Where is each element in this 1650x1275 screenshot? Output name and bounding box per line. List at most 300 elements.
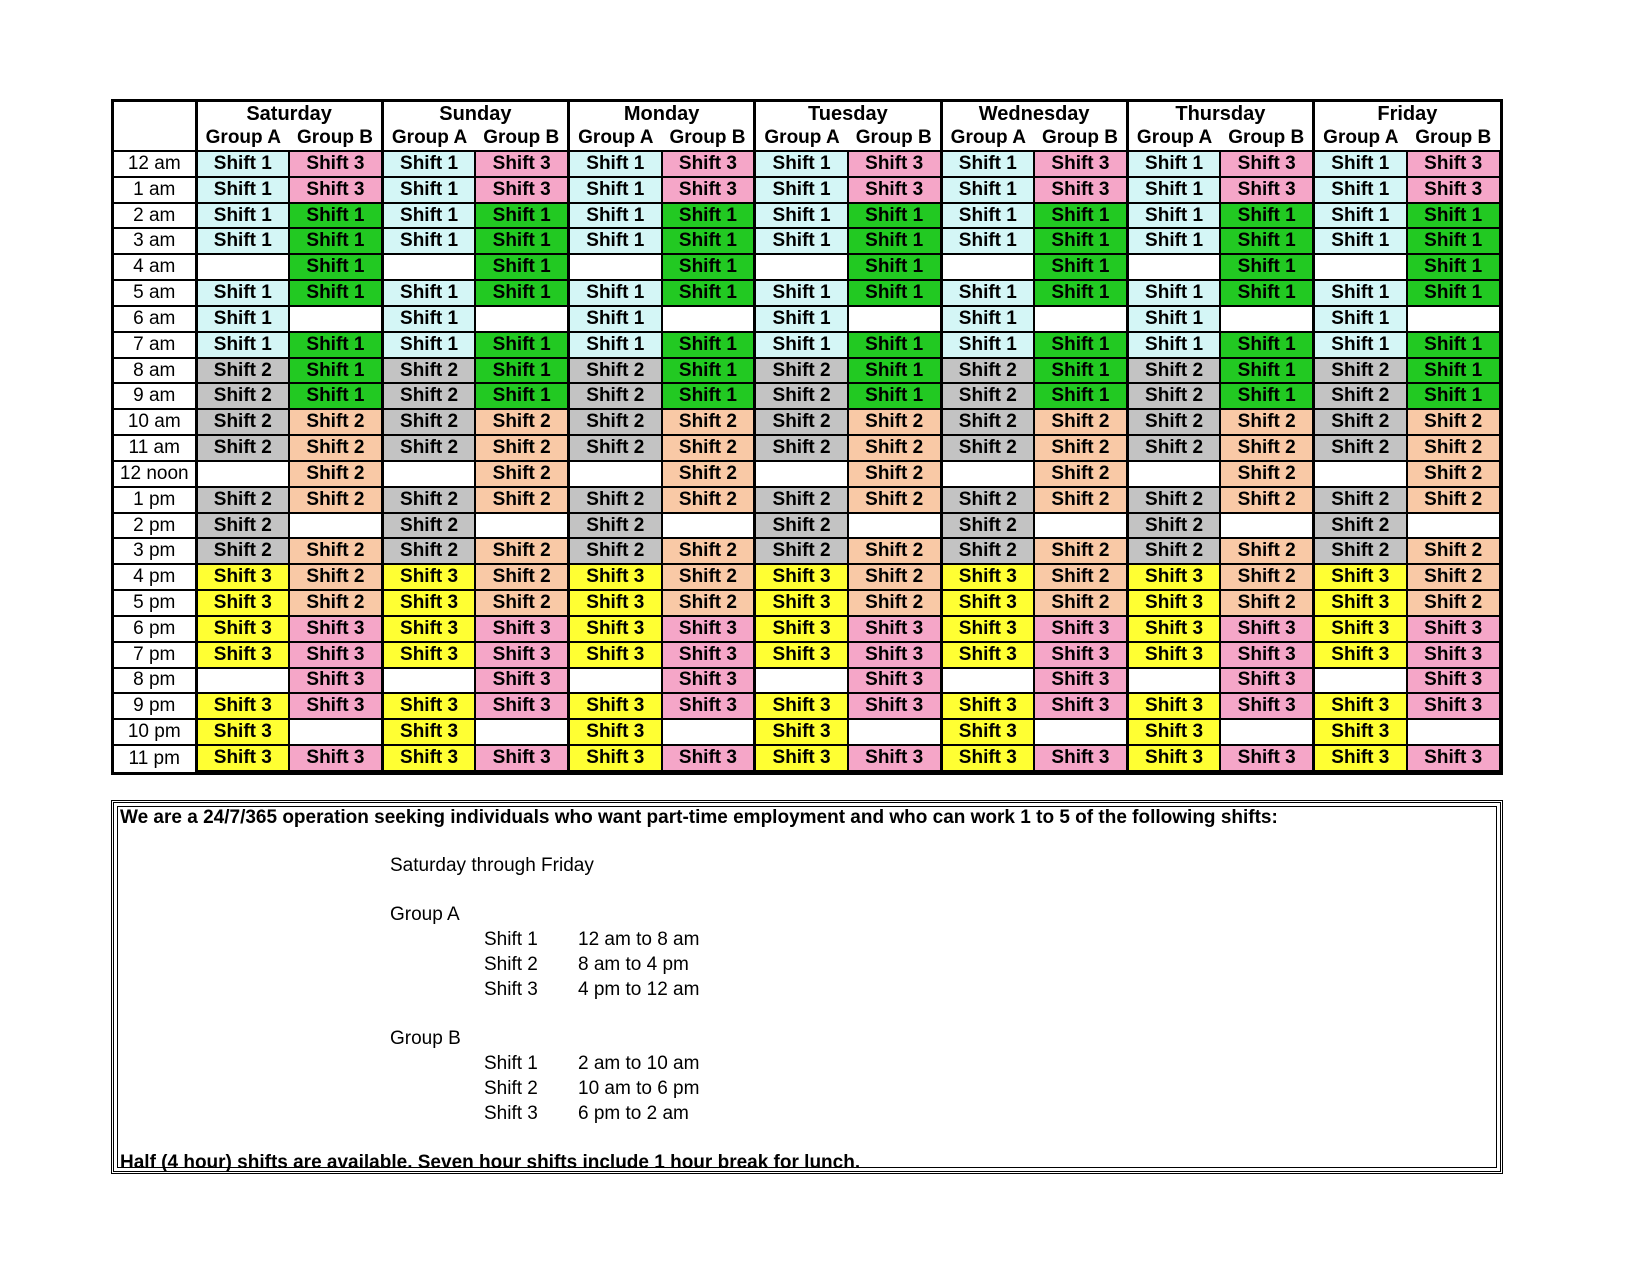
shift-cell: Shift 3 — [941, 616, 1034, 642]
shift-cell: Shift 3 — [755, 693, 848, 719]
shift-cell: Shift 3 — [941, 642, 1034, 668]
info-footer: Half (4 hour) shifts are available. Seven hour shifts include 1 hour break for lunch. — [120, 1152, 861, 1173]
shift-cell: Shift 3 — [289, 177, 382, 203]
shift-cell: Shift 2 — [196, 487, 289, 513]
shift-cell: Shift 1 — [1220, 358, 1313, 384]
group-header: Group B — [483, 127, 560, 148]
shift-cell: Shift 3 — [1407, 177, 1500, 203]
schedule-row — [114, 151, 1500, 177]
shift-cell: Shift 3 — [1127, 590, 1220, 616]
shift-cell: Shift 3 — [848, 693, 941, 719]
shift-cell: Shift 2 — [382, 435, 475, 461]
shift-cell: Shift 2 — [941, 538, 1034, 564]
shift-cell: Shift 2 — [1220, 487, 1313, 513]
time-label: 3 am — [114, 228, 196, 254]
shift-name: Shift 2 — [484, 1078, 538, 1099]
shift-cell: Shift 2 — [196, 538, 289, 564]
schedule-row — [114, 332, 1500, 358]
shift-cell: Shift 2 — [662, 590, 755, 616]
shift-cell: Shift 2 — [289, 435, 382, 461]
shift-cell: Shift 3 — [1127, 719, 1220, 745]
shift-cell: Shift 2 — [382, 513, 475, 539]
shift-cell: Shift 3 — [1220, 668, 1313, 694]
shift-cell: Shift 1 — [382, 306, 475, 332]
shift-cell: Shift 3 — [196, 693, 289, 719]
shift-cell: Shift 3 — [1034, 151, 1127, 177]
shift-cell: Shift 2 — [1314, 409, 1407, 435]
shift-cell: Shift 1 — [848, 280, 941, 306]
shift-cell — [755, 254, 848, 280]
shift-cell: Shift 3 — [848, 642, 941, 668]
shift-cell: Shift 2 — [662, 435, 755, 461]
shift-cell: Shift 2 — [1127, 513, 1220, 539]
shift-cell: Shift 2 — [475, 461, 568, 487]
shift-cell: Shift 3 — [382, 642, 475, 668]
shift-cell: Shift 3 — [1314, 745, 1407, 771]
shift-cell: Shift 1 — [289, 254, 382, 280]
group-b-label: Group B — [390, 1028, 461, 1049]
shift-cell: Shift 3 — [289, 616, 382, 642]
shift-cell: Shift 1 — [1034, 332, 1127, 358]
shift-cell: Shift 2 — [569, 435, 662, 461]
shift-cell: Shift 2 — [1220, 538, 1313, 564]
shift-cell: Shift 3 — [1034, 616, 1127, 642]
shift-cell: Shift 3 — [1220, 616, 1313, 642]
shift-hours: 6 pm to 2 am — [578, 1103, 689, 1124]
shift-cell: Shift 1 — [941, 151, 1034, 177]
shift-cell: Shift 1 — [569, 306, 662, 332]
shift-cell: Shift 2 — [1314, 383, 1407, 409]
shift-cell: Shift 1 — [1220, 254, 1313, 280]
shift-cell: Shift 2 — [755, 409, 848, 435]
shift-cell: Shift 1 — [1127, 332, 1220, 358]
shift-cell: Shift 3 — [569, 693, 662, 719]
time-label: 10 am — [114, 409, 196, 435]
shift-cell: Shift 2 — [1220, 435, 1313, 461]
shift-cell: Shift 3 — [475, 693, 568, 719]
shift-cell: Shift 3 — [755, 616, 848, 642]
shift-cell: Shift 3 — [1314, 616, 1407, 642]
shift-cell: Shift 1 — [475, 203, 568, 229]
shift-cell: Shift 3 — [1314, 693, 1407, 719]
time-label: 1 pm — [114, 487, 196, 513]
shift-cell: Shift 2 — [941, 409, 1034, 435]
shift-cell: Shift 1 — [1407, 228, 1500, 254]
shift-cell: Shift 2 — [848, 538, 941, 564]
group-header: Group A — [755, 126, 848, 151]
shift-cell: Shift 2 — [941, 435, 1034, 461]
shift-cell: Shift 2 — [1127, 435, 1220, 461]
shift-cell: Shift 2 — [289, 487, 382, 513]
shift-cell: Shift 3 — [1314, 642, 1407, 668]
shift-hours: 4 pm to 12 am — [578, 979, 700, 1000]
shift-cell: Shift 1 — [848, 332, 941, 358]
shift-hours: 10 am to 6 pm — [578, 1078, 700, 1099]
time-label: 11 am — [114, 435, 196, 461]
shift-cell: Shift 1 — [382, 280, 475, 306]
shift-cell: Shift 2 — [755, 383, 848, 409]
shift-cell: Shift 2 — [475, 538, 568, 564]
shift-cell: Shift 2 — [1220, 461, 1313, 487]
shift-cell: Shift 3 — [1127, 564, 1220, 590]
shift-cell — [569, 668, 662, 694]
time-label: 9 am — [114, 383, 196, 409]
group-b-shift-row — [390, 1076, 699, 1101]
shift-cell — [475, 513, 568, 539]
shift-cell — [289, 719, 382, 745]
shift-cell: Shift 2 — [1407, 487, 1500, 513]
shift-cell: Shift 1 — [289, 383, 382, 409]
shift-cell: Shift 2 — [1034, 538, 1127, 564]
shift-cell: Shift 2 — [289, 590, 382, 616]
shift-cell — [1314, 461, 1407, 487]
shift-cell: Shift 2 — [1127, 487, 1220, 513]
shift-cell: Shift 3 — [196, 642, 289, 668]
shift-cell — [662, 719, 755, 745]
shift-cell: Shift 1 — [1407, 254, 1500, 280]
shift-cell: Shift 1 — [755, 228, 848, 254]
shift-cell: Shift 1 — [1314, 228, 1407, 254]
shift-cell: Shift 3 — [289, 151, 382, 177]
shift-cell: Shift 3 — [475, 616, 568, 642]
shift-cell: Shift 1 — [941, 203, 1034, 229]
shift-cell: Shift 3 — [1034, 642, 1127, 668]
time-label: 6 pm — [114, 616, 196, 642]
corner-cell — [114, 102, 196, 126]
shift-cell: Shift 3 — [475, 745, 568, 771]
shift-cell: Shift 1 — [848, 228, 941, 254]
shift-cell — [1034, 513, 1127, 539]
shift-cell: Shift 3 — [1407, 693, 1500, 719]
shift-cell: Shift 1 — [1407, 203, 1500, 229]
shift-cell: Shift 3 — [1314, 719, 1407, 745]
shift-cell: Shift 2 — [755, 487, 848, 513]
shift-cell: Shift 1 — [1034, 358, 1127, 384]
schedule-row — [114, 693, 1500, 719]
shift-cell — [1407, 306, 1500, 332]
shift-cell: Shift 1 — [755, 203, 848, 229]
shift-hours: 12 am to 8 am — [578, 929, 700, 950]
shift-cell: Shift 3 — [1127, 745, 1220, 771]
shift-cell: Shift 1 — [196, 306, 289, 332]
group-header: Group B — [1415, 127, 1492, 148]
schedule-row — [114, 203, 1500, 229]
shift-cell — [848, 719, 941, 745]
shift-hours: 8 am to 4 pm — [578, 954, 689, 975]
shift-cell — [382, 254, 475, 280]
shift-cell: Shift 1 — [662, 228, 755, 254]
shift-cell: Shift 2 — [289, 564, 382, 590]
shift-cell: Shift 1 — [941, 306, 1034, 332]
schedule-row — [114, 383, 1500, 409]
shift-cell: Shift 3 — [196, 590, 289, 616]
days-range: Saturday through Friday — [390, 855, 594, 876]
shift-cell: Shift 2 — [382, 538, 475, 564]
shift-cell: Shift 3 — [196, 719, 289, 745]
shift-cell: Shift 3 — [382, 590, 475, 616]
shift-cell: Shift 3 — [662, 151, 755, 177]
shift-cell: Shift 1 — [1314, 177, 1407, 203]
group-header: Group B — [1041, 127, 1118, 148]
shift-cell: Shift 1 — [1127, 151, 1220, 177]
shift-cell: Shift 1 — [475, 228, 568, 254]
shift-cell: Shift 3 — [382, 616, 475, 642]
shift-cell: Shift 2 — [662, 461, 755, 487]
shift-cell: Shift 2 — [196, 358, 289, 384]
day-header: Tuesday — [755, 102, 941, 126]
schedule-row — [114, 642, 1500, 668]
shift-cell: Shift 3 — [289, 745, 382, 771]
shift-cell: Shift 2 — [1314, 358, 1407, 384]
shift-cell: Shift 2 — [1127, 409, 1220, 435]
shift-cell: Shift 1 — [475, 332, 568, 358]
shift-cell: Shift 2 — [755, 513, 848, 539]
group-header-row — [114, 126, 1500, 151]
day-header: Sunday — [382, 102, 568, 126]
shift-name: Shift 1 — [484, 1053, 538, 1074]
shift-cell — [196, 668, 289, 694]
day-header: Wednesday — [941, 102, 1127, 126]
group-a-shift-row — [390, 952, 699, 977]
shift-cell: Shift 3 — [1314, 590, 1407, 616]
shift-cell — [289, 513, 382, 539]
shift-cell: Shift 1 — [289, 332, 382, 358]
shift-cell: Shift 3 — [1407, 642, 1500, 668]
shift-cell: Shift 3 — [755, 719, 848, 745]
shift-cell: Shift 1 — [1314, 306, 1407, 332]
shift-name: Shift 3 — [484, 1103, 538, 1124]
shift-cell: Shift 1 — [1220, 332, 1313, 358]
shift-cell: Shift 1 — [662, 280, 755, 306]
shift-cell: Shift 2 — [755, 435, 848, 461]
shift-cell: Shift 1 — [196, 280, 289, 306]
shift-cell: Shift 3 — [1407, 668, 1500, 694]
shift-cell: Shift 3 — [1034, 668, 1127, 694]
shift-cell: Shift 2 — [662, 487, 755, 513]
shift-cell: Shift 3 — [1220, 693, 1313, 719]
shift-cell: Shift 2 — [1034, 564, 1127, 590]
shift-cell: Shift 1 — [941, 280, 1034, 306]
shift-cell: Shift 3 — [941, 719, 1034, 745]
shift-cell: Shift 3 — [941, 745, 1034, 771]
shift-cell — [1220, 719, 1313, 745]
shift-cell: Shift 2 — [196, 513, 289, 539]
shift-cell: Shift 1 — [1314, 332, 1407, 358]
shift-schedule — [111, 99, 1503, 775]
shift-cell — [662, 513, 755, 539]
shift-cell: Shift 3 — [569, 616, 662, 642]
shift-cell: Shift 3 — [569, 745, 662, 771]
shift-cell: Shift 1 — [475, 358, 568, 384]
schedule-row — [114, 306, 1500, 332]
shift-cell: Shift 2 — [382, 383, 475, 409]
shift-cell: Shift 1 — [1034, 280, 1127, 306]
schedule-row — [114, 177, 1500, 203]
shift-cell — [382, 461, 475, 487]
group-header: Group A — [196, 126, 289, 151]
shift-cell: Shift 1 — [196, 177, 289, 203]
shift-cell: Shift 3 — [1220, 151, 1313, 177]
shift-cell: Shift 1 — [1220, 280, 1313, 306]
shift-cell: Shift 1 — [1220, 228, 1313, 254]
shift-cell: Shift 1 — [1220, 383, 1313, 409]
shift-cell: Shift 3 — [569, 590, 662, 616]
schedule-row — [114, 616, 1500, 642]
shift-cell: Shift 3 — [755, 564, 848, 590]
shift-cell — [1407, 719, 1500, 745]
shift-cell — [1314, 668, 1407, 694]
group-header: Group B — [855, 127, 932, 148]
shift-cell: Shift 2 — [569, 513, 662, 539]
shift-cell — [289, 306, 382, 332]
shift-cell: Shift 1 — [1407, 332, 1500, 358]
time-label: 10 pm — [114, 719, 196, 745]
shift-cell: Shift 1 — [1034, 203, 1127, 229]
shift-cell: Shift 3 — [941, 693, 1034, 719]
shift-cell: Shift 2 — [1127, 538, 1220, 564]
shift-cell: Shift 1 — [662, 254, 755, 280]
shift-cell: Shift 3 — [1127, 642, 1220, 668]
schedule-row — [114, 280, 1500, 306]
shift-cell: Shift 2 — [569, 409, 662, 435]
shift-cell: Shift 2 — [569, 358, 662, 384]
shift-cell: Shift 1 — [1034, 254, 1127, 280]
shift-cell: Shift 1 — [196, 203, 289, 229]
day-header: Monday — [569, 102, 755, 126]
shift-cell: Shift 3 — [1034, 745, 1127, 771]
group-b-shift-row — [390, 1101, 699, 1126]
schedule-table — [114, 102, 1501, 772]
group-b-shift-row — [390, 1051, 699, 1076]
shift-cell — [1127, 668, 1220, 694]
time-label: 9 pm — [114, 693, 196, 719]
shift-cell: Shift 1 — [382, 332, 475, 358]
shift-cell: Shift 1 — [662, 203, 755, 229]
shift-cell: Shift 3 — [848, 177, 941, 203]
shift-cell — [1034, 306, 1127, 332]
shift-cell: Shift 1 — [196, 332, 289, 358]
shift-cell: Shift 1 — [289, 228, 382, 254]
shift-cell: Shift 2 — [289, 461, 382, 487]
time-label: 12 am — [114, 151, 196, 177]
shift-cell: Shift 3 — [475, 668, 568, 694]
shift-cell: Shift 2 — [1220, 590, 1313, 616]
time-label: 6 am — [114, 306, 196, 332]
shift-cell: Shift 1 — [569, 332, 662, 358]
schedule-row — [114, 564, 1500, 590]
shift-cell: Shift 3 — [196, 745, 289, 771]
shift-name: Shift 2 — [484, 954, 538, 975]
shift-cell: Shift 1 — [1314, 280, 1407, 306]
shift-cell: Shift 3 — [1407, 616, 1500, 642]
shift-cell: Shift 3 — [289, 693, 382, 719]
time-label: 5 pm — [114, 590, 196, 616]
shift-cell: Shift 3 — [1220, 745, 1313, 771]
time-label: 1 am — [114, 177, 196, 203]
shift-cell: Shift 3 — [569, 642, 662, 668]
shift-cell: Shift 1 — [569, 203, 662, 229]
shift-cell: Shift 1 — [569, 177, 662, 203]
shift-cell — [1127, 254, 1220, 280]
shift-cell: Shift 1 — [755, 151, 848, 177]
shift-cell: Shift 3 — [196, 616, 289, 642]
shift-cell: Shift 1 — [755, 332, 848, 358]
shift-cell: Shift 3 — [382, 564, 475, 590]
shift-cell: Shift 1 — [1127, 228, 1220, 254]
shift-cell: Shift 2 — [662, 564, 755, 590]
group-header: Group A — [569, 126, 662, 151]
schedule-row — [114, 513, 1500, 539]
time-label: 8 pm — [114, 668, 196, 694]
shift-cell: Shift 3 — [382, 693, 475, 719]
shift-cell: Shift 1 — [662, 332, 755, 358]
info-box — [111, 800, 1503, 1174]
shift-cell: Shift 1 — [755, 177, 848, 203]
shift-cell — [382, 668, 475, 694]
time-label: 4 am — [114, 254, 196, 280]
shift-cell: Shift 2 — [1407, 435, 1500, 461]
group-a-shift-row — [390, 977, 699, 1002]
shift-cell: Shift 2 — [289, 409, 382, 435]
group-a-shift-row — [390, 927, 699, 952]
shift-cell: Shift 2 — [475, 564, 568, 590]
shift-cell — [569, 254, 662, 280]
shift-cell: Shift 2 — [848, 409, 941, 435]
shift-cell — [848, 306, 941, 332]
schedule-row — [114, 435, 1500, 461]
shift-cell: Shift 1 — [848, 358, 941, 384]
shift-cell: Shift 2 — [755, 358, 848, 384]
shift-cell — [1220, 513, 1313, 539]
shift-cell: Shift 2 — [848, 435, 941, 461]
shift-cell: Shift 1 — [662, 383, 755, 409]
shift-cell: Shift 1 — [848, 383, 941, 409]
shift-cell: Shift 2 — [1314, 538, 1407, 564]
shift-cell — [755, 668, 848, 694]
day-header-row — [114, 102, 1500, 126]
shift-cell: Shift 3 — [196, 564, 289, 590]
time-label: 2 pm — [114, 513, 196, 539]
shift-cell: Shift 3 — [1034, 177, 1127, 203]
shift-cell — [1407, 513, 1500, 539]
shift-cell: Shift 2 — [196, 383, 289, 409]
shift-cell: Shift 2 — [848, 590, 941, 616]
shift-cell: Shift 3 — [1127, 616, 1220, 642]
day-header: Thursday — [1127, 102, 1313, 126]
group-b-block — [390, 1026, 699, 1126]
group-header: Group A — [941, 126, 1034, 151]
shift-cell: Shift 1 — [382, 151, 475, 177]
shift-cell: Shift 2 — [662, 409, 755, 435]
shift-cell: Shift 3 — [848, 151, 941, 177]
time-label: 5 am — [114, 280, 196, 306]
shift-cell: Shift 1 — [662, 358, 755, 384]
shift-cell: Shift 2 — [1034, 487, 1127, 513]
time-label: 11 pm — [114, 745, 196, 771]
shift-hours: 2 am to 10 am — [578, 1053, 700, 1074]
schedule-row — [114, 409, 1500, 435]
shift-cell: Shift 2 — [1034, 409, 1127, 435]
shift-cell: Shift 2 — [1407, 461, 1500, 487]
shift-cell: Shift 3 — [848, 616, 941, 642]
shift-cell: Shift 1 — [1220, 203, 1313, 229]
shift-cell: Shift 2 — [1220, 409, 1313, 435]
shift-cell: Shift 1 — [1127, 280, 1220, 306]
shift-cell: Shift 1 — [382, 203, 475, 229]
shift-cell: Shift 1 — [382, 228, 475, 254]
shift-cell: Shift 2 — [475, 590, 568, 616]
shift-cell: Shift 2 — [1034, 461, 1127, 487]
